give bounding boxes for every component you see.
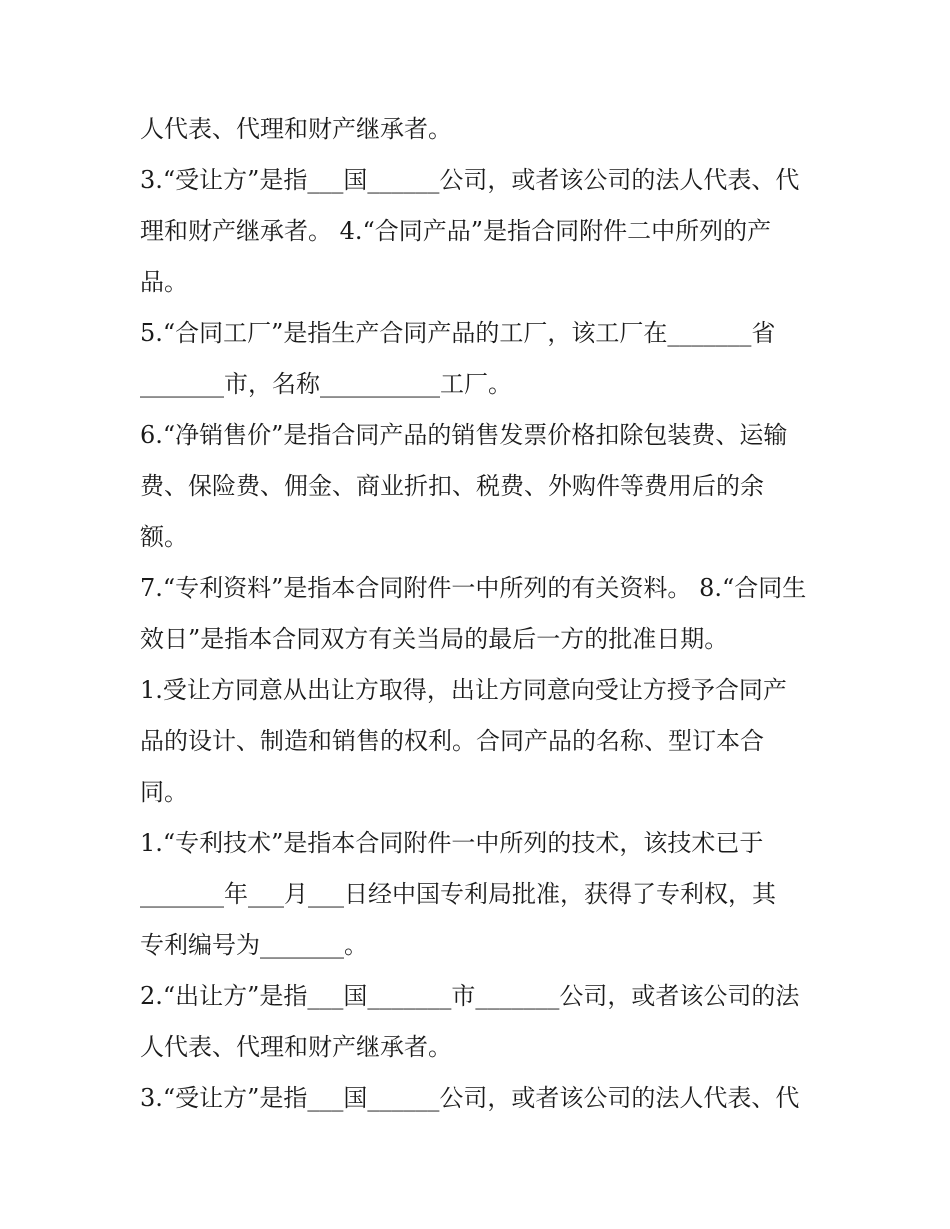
text-line: 3.“受让方”是指___国______公司，或者该公司的法人代表、代	[140, 166, 800, 194]
text-line: 品的设计、制造和销售的权利。合同产品的名称、型订本合	[140, 727, 764, 755]
text-line: 人代表、代理和财产继承者。	[140, 115, 452, 143]
text-line: 6.“净销售价”是指合同产品的销售发票价格扣除包装费、运输	[140, 421, 788, 449]
text-line: 7.“专利资料”是指本合同附件一中所列的有关资料。 8.“合同生	[140, 574, 807, 602]
text-line: 理和财产继承者。 4.“合同产品”是指合同附件二中所列的产	[140, 217, 772, 245]
text-line: 1.“专利技术”是指本合同附件一中所列的技术，该技术已于	[140, 829, 764, 857]
text-line: 效日”是指本合同双方有关当局的最后一方的批准日期。	[140, 625, 729, 653]
text-line: 2.“出让方”是指___国_______市_______公司，或者该公司的法	[140, 982, 800, 1010]
text-line: _______年___月___日经中国专利局批准，获得了专利权，其	[140, 880, 776, 908]
text-line: 3.“受让方”是指___国______公司，或者该公司的法人代表、代	[140, 1084, 800, 1112]
text-line: 1.受让方同意从出让方取得，出让方同意向受让方授予合同产	[140, 676, 787, 704]
text-line: 专利编号为_______。	[140, 931, 368, 959]
text-line: 额。	[140, 523, 188, 551]
text-line: 人代表、代理和财产继承者。	[140, 1033, 452, 1061]
text-line: 5.“合同工厂”是指生产合同产品的工厂，该工厂在_______省	[140, 319, 776, 347]
text-line: 同。	[140, 778, 188, 806]
text-line: 费、保险费、佣金、商业折扣、税费、外购件等费用后的余	[140, 472, 764, 500]
text-line: 品。	[140, 268, 188, 296]
text-line: _______市，名称__________工厂。	[140, 370, 512, 398]
